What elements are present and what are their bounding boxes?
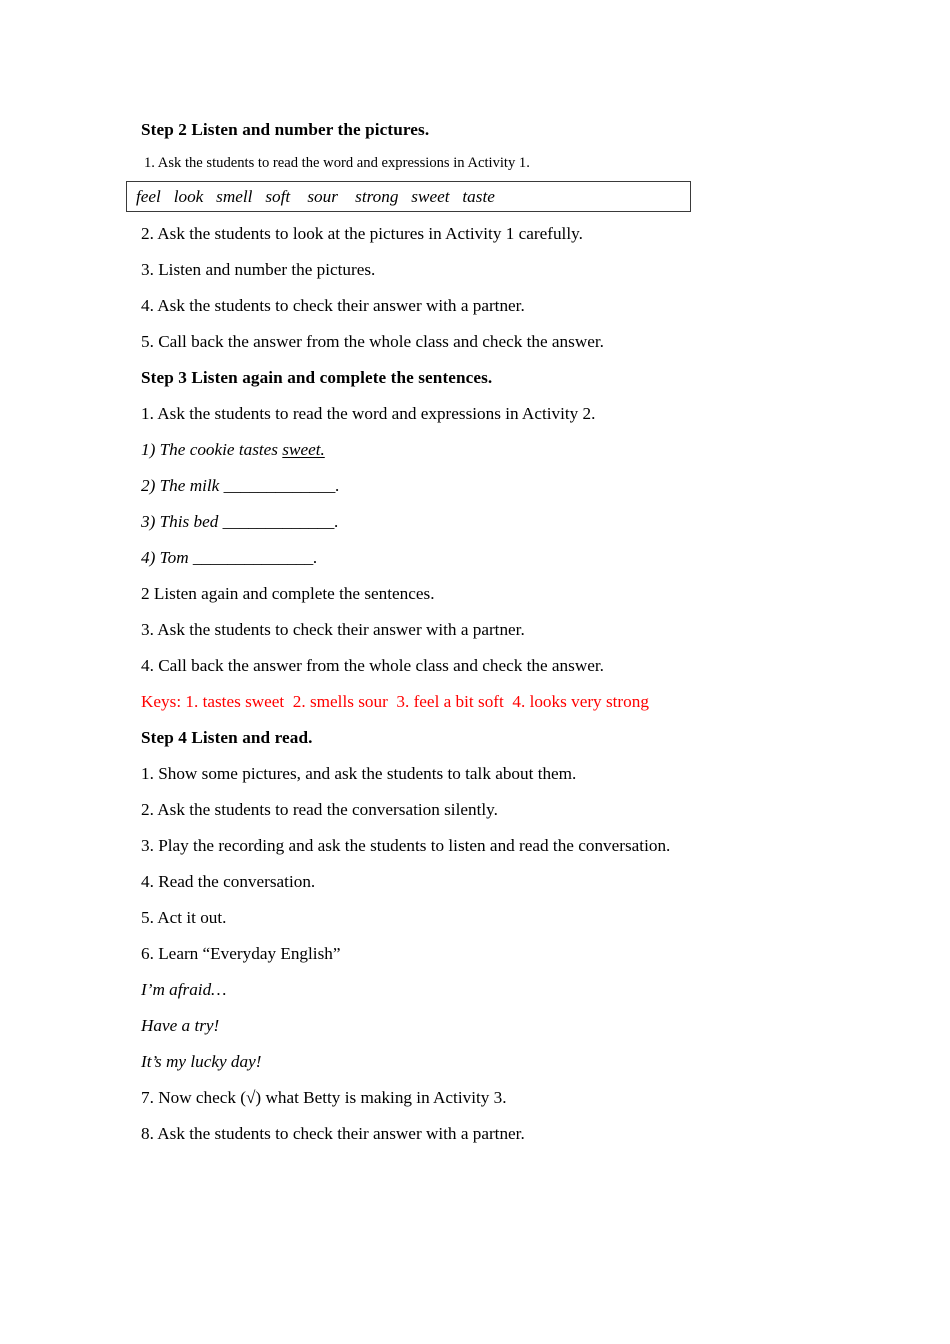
word-bank-text: feel look smell soft sour strong sweet taste [136, 186, 495, 206]
step3-item-4: 4. Call back the answer from the whole class and check the answer. [141, 656, 604, 675]
sentence-4-prefix: 4) Tom [141, 548, 193, 567]
sentence-2-blank: _____________ [223, 476, 336, 495]
step2-item-2: 2. Ask the students to look at the pictures in Activity 1 carefully. [141, 224, 583, 243]
step4-item-8: 8. Ask the students to check their answer with a partner. [141, 1124, 525, 1143]
step2-item-4: 4. Ask the students to check their answer with a partner. [141, 296, 525, 315]
step2-item-3: 3. Listen and number the pictures. [141, 260, 376, 279]
step4-item-4: 4. Read the conversation. [141, 872, 316, 891]
sentence-1-prefix: 1) The cookie tastes [141, 440, 283, 459]
sentence-2-tail: . [335, 476, 340, 495]
step3-intro-line: 1. Ask the students to read the word and expressions in Activity 2. [141, 404, 596, 423]
everyday-english-phrase-3: It’s my lucky day! [141, 1052, 262, 1071]
step3-heading: Step 3 Listen again and complete the sentences. [141, 368, 493, 387]
step3-sentence-4 [141, 540, 761, 576]
sentence-2-prefix: 2) The milk [141, 476, 224, 495]
answer-keys-line: Keys: 1. tastes sweet 2. smells sour 3. feel a bit soft 4. looks very strong [141, 692, 649, 711]
step3-sentence-2 [141, 468, 761, 504]
sentence-4-blank: ______________ [192, 548, 314, 567]
step4-item-2: 2. Ask the students to read the conversation silently. [141, 800, 498, 819]
step3-sentence-3 [141, 504, 761, 540]
step3-sentence-1 [141, 432, 761, 468]
step3-item-3: 3. Ask the students to check their answer with a partner. [141, 620, 525, 639]
everyday-english-phrase-1: I’m afraid… [141, 980, 227, 999]
sentence-4-tail: . [313, 548, 318, 567]
sentence-3-tail: . [334, 512, 339, 531]
everyday-english-phrase-2: Have a try! [141, 1016, 220, 1035]
step4-heading: Step 4 Listen and read. [141, 728, 313, 747]
step4-item-6: 6. Learn “Everyday English” [141, 944, 341, 963]
step2-item-5: 5. Call back the answer from the whole class and check the answer. [141, 332, 604, 351]
word-bank-box [126, 181, 691, 212]
step2-intro-line: 1. Ask the students to read the word and expressions in Activity 1. [144, 155, 530, 171]
sentence-1-answer: sweet. [282, 440, 325, 459]
step2-heading: Step 2 Listen and number the pictures. [141, 120, 430, 139]
document-body [136, 112, 761, 1152]
step3-item-2: 2 Listen again and complete the sentences. [141, 584, 435, 603]
step4-item-7: 7. Now check (√) what Betty is making in Activity 3. [141, 1088, 507, 1107]
step4-item-3: 3. Play the recording and ask the students to listen and read the conversation. [141, 836, 671, 855]
step4-item-5: 5. Act it out. [141, 908, 227, 927]
step4-item-1: 1. Show some pictures, and ask the students to talk about them. [141, 764, 577, 783]
sentence-3-prefix: 3) This bed [141, 512, 223, 531]
sentence-3-blank: _____________ [222, 512, 335, 531]
